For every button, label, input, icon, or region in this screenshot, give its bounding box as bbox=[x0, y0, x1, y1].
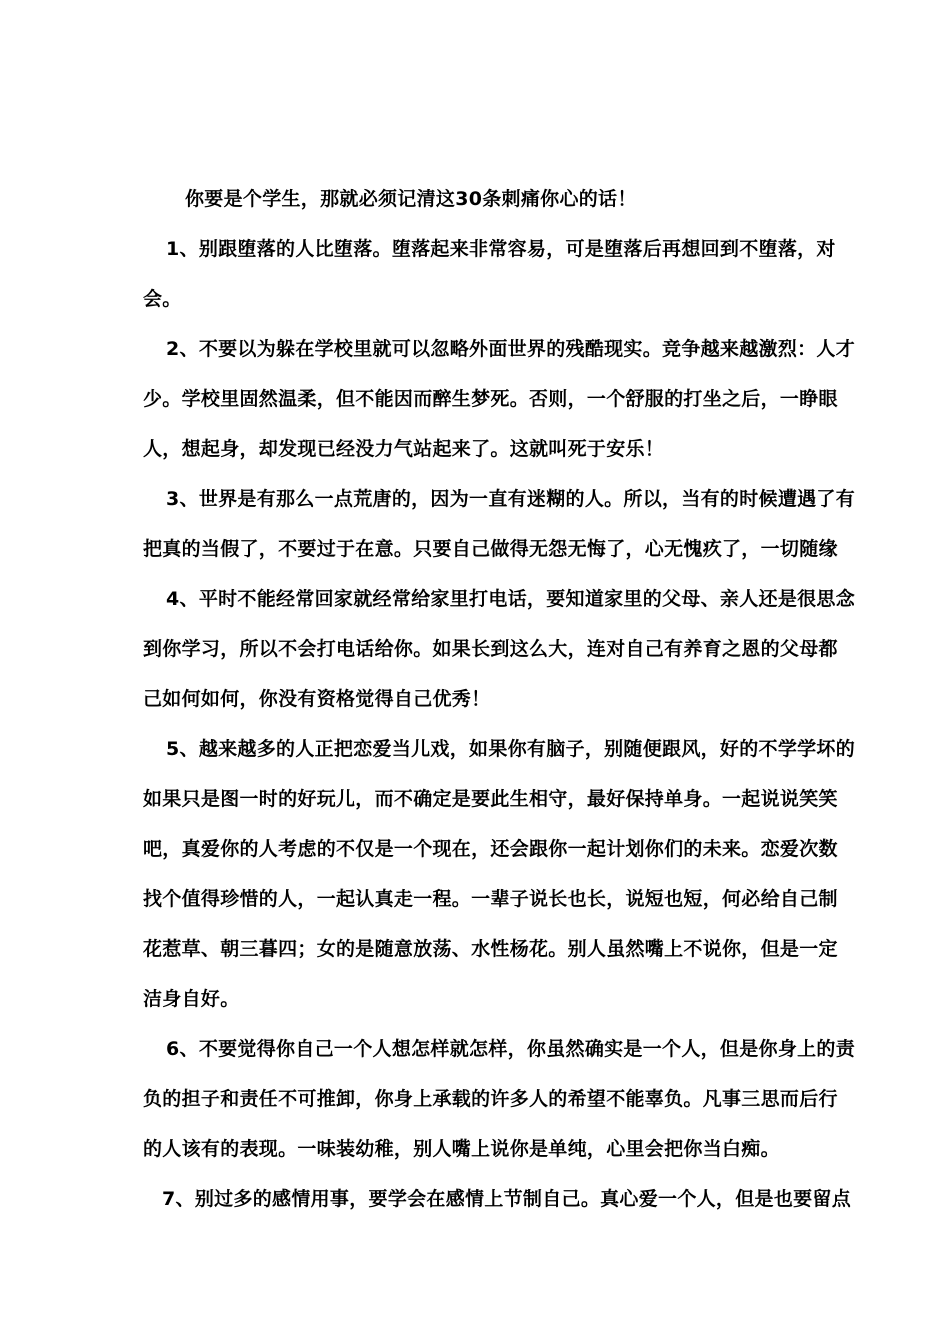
text-line-12: 如果只是图一时的好玩儿，而不确定是要此生相守，最好保持单身。一起说说笑笑 bbox=[143, 788, 838, 810]
text-line-9: 到你学习，所以不会打电话给你。如果长到这么大，连对自己有养育之恩的父母都 bbox=[143, 638, 838, 660]
text-line-16: 洁身自好。 bbox=[143, 988, 240, 1010]
text-line-11: 5、越来越多的人正把恋爱当儿戏，如果你有脑子，别随便跟风，好的不学学坏的 bbox=[166, 738, 856, 760]
document-title: 你要是个学生，那就必须记清这30条刺痛你心的话！ bbox=[185, 188, 637, 210]
text-line-13: 吧，真爱你的人考虑的不仅是一个现在，还会跟你一起计划你们的未来。恋爱次数 bbox=[143, 838, 838, 860]
text-line-17: 6、不要觉得你自己一个人想怎样就怎样，你虽然确实是一个人，但是你身上的责 bbox=[166, 1038, 856, 1060]
text-line-19: 的人该有的表现。一味装幼稚，别人嘴上说你是单纯，心里会把你当白痴。 bbox=[143, 1138, 780, 1160]
text-line-5: 人，想起身，却发现已经没力气站起来了。这就叫死于安乐！ bbox=[143, 438, 665, 460]
text-line-14: 找个值得珍惜的人，一起认真走一程。一辈子说长也长，说短也短，何必给自己制 bbox=[143, 888, 838, 910]
text-line-18: 负的担子和责任不可推卸，你身上承载的许多人的希望不能辜负。凡事三思而后行 bbox=[143, 1088, 838, 1110]
text-line-8: 4、平时不能经常回家就经常给家里打电话，要知道家里的父母、亲人还是很思念 bbox=[166, 588, 856, 610]
text-line-4: 少。学校里固然温柔，但不能因而醉生梦死。否则，一个舒服的打坐之后，一睁眼 bbox=[143, 388, 838, 410]
text-line-15: 花惹草、朝三暮四；女的是随意放荡、水性杨花。别人虽然嘴上不说你，但是一定 bbox=[143, 938, 838, 960]
text-line-10: 己如何如何，你没有资格觉得自己优秀！ bbox=[143, 688, 491, 710]
text-line-1: 1、别跟堕落的人比堕落。堕落起来非常容易，可是堕落后再想回到不堕落，对 bbox=[166, 238, 836, 260]
text-line-6: 3、世界是有那么一点荒唐的，因为一直有迷糊的人。所以，当有的时候遭遇了有 bbox=[166, 488, 856, 510]
text-line-20: 7、别过多的感情用事，要学会在感情上节制自己。真心爱一个人，但是也要留点 bbox=[162, 1188, 852, 1210]
text-line-2: 会。 bbox=[143, 288, 182, 310]
text-line-3: 2、不要以为躲在学校里就可以忽略外面世界的残酷现实。竞争越来越激烈：人才 bbox=[166, 338, 856, 360]
text-line-7: 把真的当假了，不要过于在意。只要自己做得无怨无悔了，心无愧疚了，一切随缘 bbox=[143, 538, 838, 560]
